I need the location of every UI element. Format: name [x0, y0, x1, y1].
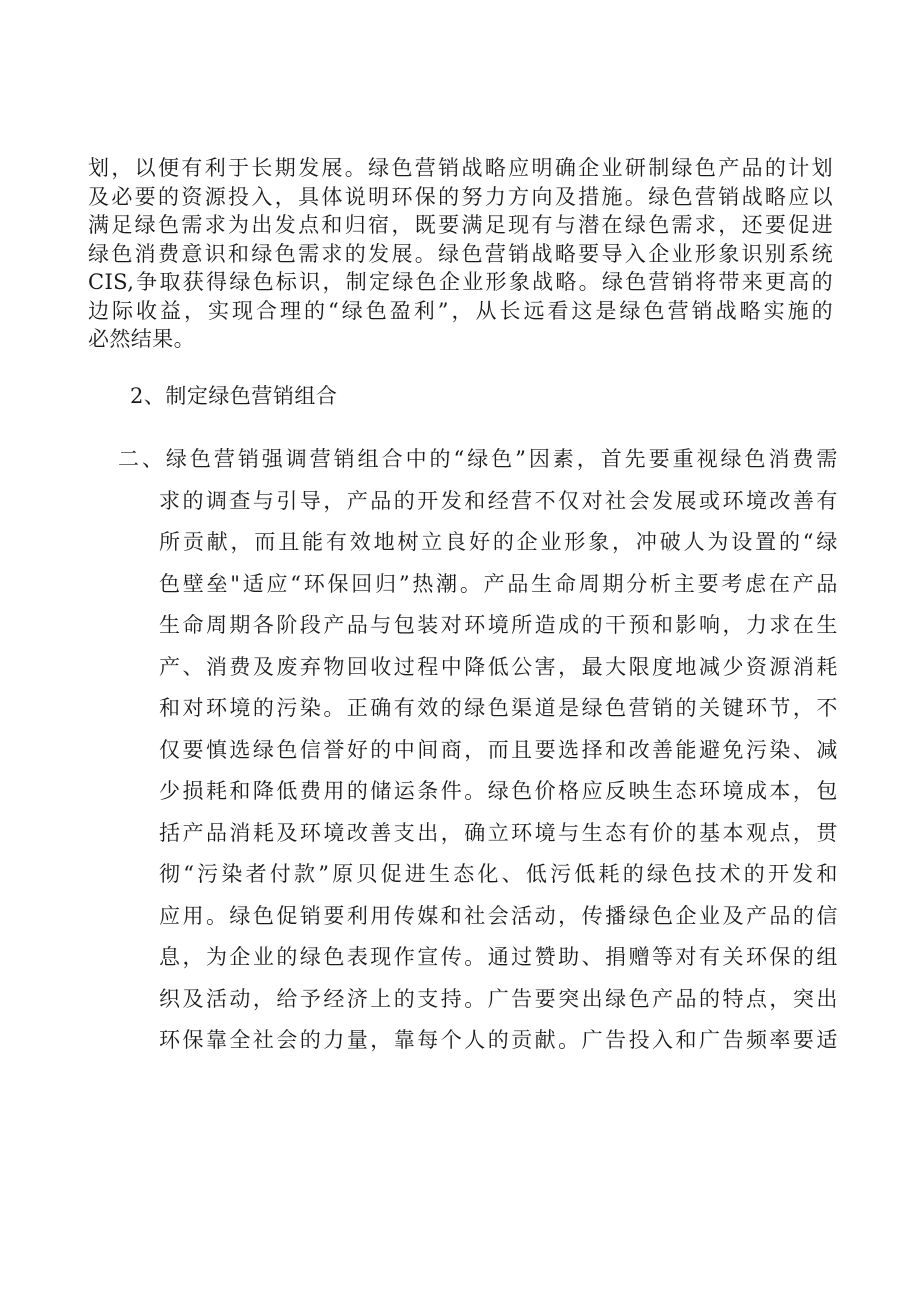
- section-line: 生命周期各阶段产品与包装对环境所造成的干预和影响，力求在生: [159, 613, 838, 637]
- section-line: 二、绿色营销强调营销组合中的“绿色”因素，首先要重视绿色消费需: [118, 447, 838, 471]
- paragraph-line: 绿色消费意识和绿色需求的发展。绿色营销战略要导入企业形象识别系统: [88, 241, 833, 266]
- section-line: 仅要慎选绿色信誉好的中间商，而且要选择和改善能避免污染、减: [159, 737, 838, 762]
- section-line: 括产品消耗及环境改善支出，确立环境与生态有价的基本观点，贯: [159, 820, 838, 845]
- paragraph-line: 边际收益，实现合理的“绿色盈利”，从长远看这是绿色营销战略实施的: [88, 298, 833, 323]
- section-line: 和对环境的污染。正确有效的绿色渠道是绿色营销的关键环节，不: [159, 696, 838, 720]
- section-line: 色壁垒"适应“环保回归”热潮。产品生命周期分析主要考虑在产品: [159, 571, 838, 596]
- section-line: 应用。绿色促销要利用传媒和社会活动，传播绿色企业及产品的信: [159, 903, 838, 928]
- body-section-marketing-mix: [118, 445, 838, 1068]
- body-paragraph-strategy: [88, 154, 833, 354]
- section-subheading: 2、制定绿色营销组合: [130, 384, 338, 408]
- section-line: 织及活动，给予经济上的支持。广告要突出绿色产品的特点，突出: [159, 986, 838, 1011]
- paragraph-line: 划，以便有利于长期发展。绿色营销战略应明确企业研制绿色产品的计划: [88, 156, 833, 180]
- paragraph-line: 满足绿色需求为出发点和归宿，既要满足现有与潜在绿色需求，还要促进: [88, 213, 833, 237]
- paragraph-line: 及必要的资源投入，具体说明环保的努力方向及措施。绿色营销战略应以: [88, 184, 833, 209]
- section-line: 环保靠全社会的力量，靠每个人的贡献。广告投入和广告频率要适: [159, 1028, 838, 1052]
- section-line: 少损耗和降低费用的储运条件。绿色价格应反映生态环境成本，包: [159, 779, 838, 803]
- section-line: 所贡献，而且能有效地树立良好的企业形象，冲破人为设置的“绿: [159, 530, 838, 554]
- paragraph-line: CIS,争取获得绿色标识，制定绿色企业形象战略。绿色营销将带来更高的: [88, 270, 833, 294]
- section-line: 息，为企业的绿色表现作宣传。通过赞助、捐赠等对有关环保的组: [159, 945, 838, 969]
- section-line: 彻“污染者付款”原贝促进生态化、低污低耗的绿色技术的开发和: [159, 862, 838, 886]
- section-line: 产、消费及废弃物回收过程中降低公害，最大限度地减少资源消耗: [159, 654, 838, 679]
- paragraph-line: 必然结果。: [88, 327, 195, 351]
- section-line: 求的调查与引导，产品的开发和经营不仅对社会发展或环境改善有: [159, 488, 838, 513]
